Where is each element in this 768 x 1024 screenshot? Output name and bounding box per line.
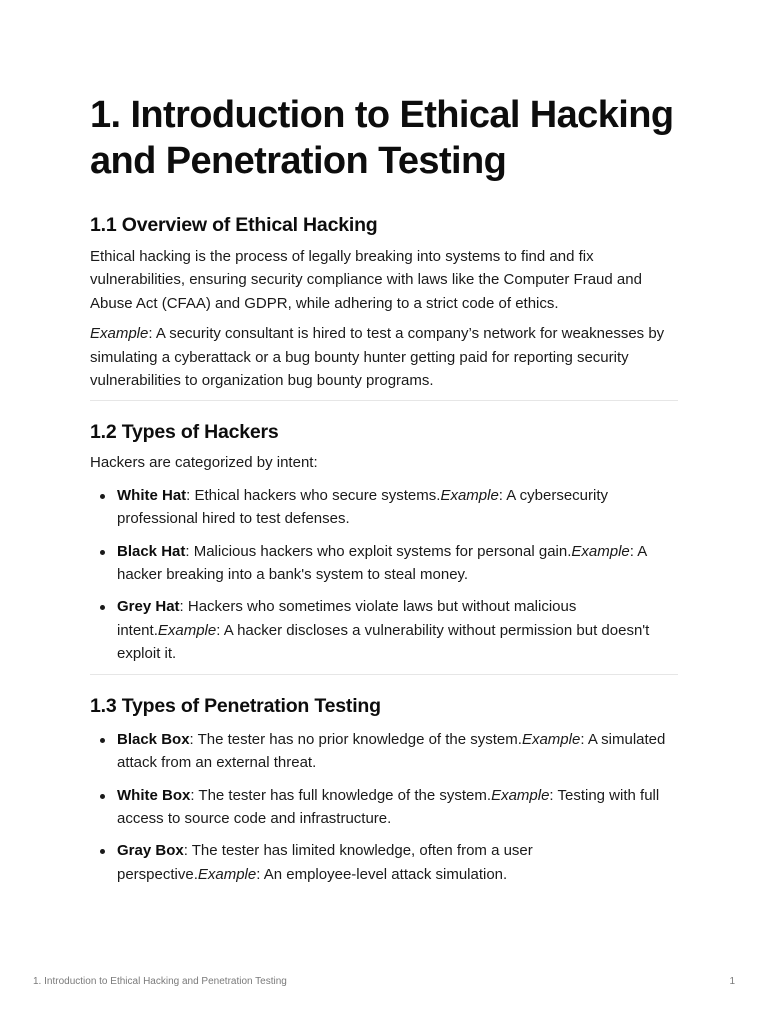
section-heading-penetration-testing: 1.3 Types of Penetration Testing xyxy=(90,694,381,717)
hackers-intro: Hackers are categorized by intent: xyxy=(90,454,318,472)
item-desc: : The tester has full knowledge of the system. xyxy=(190,786,492,804)
section-heading-types-of-hackers: 1.2 Types of Hackers xyxy=(90,421,279,444)
item-desc: : Malicious hackers who exploit systems for personal gain. xyxy=(185,542,572,560)
list-item xyxy=(117,784,678,831)
hacker-types-list xyxy=(90,484,678,666)
list-item xyxy=(117,595,678,665)
example-label: Example xyxy=(571,542,630,560)
example-text: : A hacker breaking into a bank's system to steal money. xyxy=(117,542,647,584)
item-desc: : The tester has limited knowledge, often from a user perspective. xyxy=(117,842,533,883)
section-heading-overview: 1.1 Overview of Ethical Hacking xyxy=(90,214,378,236)
example-text: : A security consultant is hired to test a company’s network for weaknesses by simulating a cyberattack or a bug bounty hunter getting paid for reporting security vulnerabilities to organization bug bounty programs. xyxy=(90,325,665,390)
example-label: Example xyxy=(157,621,217,639)
example-label: Example xyxy=(521,730,581,748)
example-label: Example xyxy=(90,325,149,343)
example-label: Example xyxy=(440,486,499,504)
list-item xyxy=(117,839,678,886)
example-label: Example xyxy=(491,786,550,804)
document-page xyxy=(90,92,678,886)
pentest-types-list xyxy=(90,728,678,886)
list-item xyxy=(117,484,678,531)
page-title: 1. Introduction to Ethical Hacking and Penetration Testing xyxy=(90,94,674,182)
list-item xyxy=(117,728,678,775)
overview-example xyxy=(90,322,678,392)
item-term: Grey Hat xyxy=(117,598,180,616)
item-desc: : The tester has no prior knowledge of the system. xyxy=(189,730,522,748)
example-label: Example xyxy=(197,865,257,883)
example-text: : A cybersecurity professional hired to test defenses. xyxy=(117,486,609,528)
item-term: White Hat xyxy=(117,486,187,504)
list-item xyxy=(117,540,678,587)
overview-paragraph: Ethical hacking is the process of legally breaking into systems to find and fix vulnerabilities, ensuring security compliance with laws like the Computer Fraud and Abuse Act (CFAA) and GDPR, while adhering to a strict code of ethics. xyxy=(90,248,642,312)
footer-title: 1. Introduction to Ethical Hacking and Penetration Testing xyxy=(33,976,287,987)
example-text: : A simulated attack from an external threat. xyxy=(117,730,666,772)
item-desc: : Ethical hackers who secure systems. xyxy=(186,486,441,504)
item-term: Black Box xyxy=(117,730,190,748)
section-divider xyxy=(90,400,678,401)
item-term: White Box xyxy=(117,786,191,804)
item-term: Gray Box xyxy=(117,842,184,860)
item-term: Black Hat xyxy=(117,542,186,560)
example-text: : Testing with full access to source code and infrastructure. xyxy=(117,786,660,827)
item-desc: : Hackers who sometimes violate laws but without malicious intent. xyxy=(117,598,577,639)
page-number: 1 xyxy=(729,976,735,987)
example-text: : An employee-level attack simulation. xyxy=(256,865,508,883)
section-divider xyxy=(90,674,678,675)
example-text: : A hacker discloses a vulnerability without permission but doesn't exploit it. xyxy=(117,621,650,663)
